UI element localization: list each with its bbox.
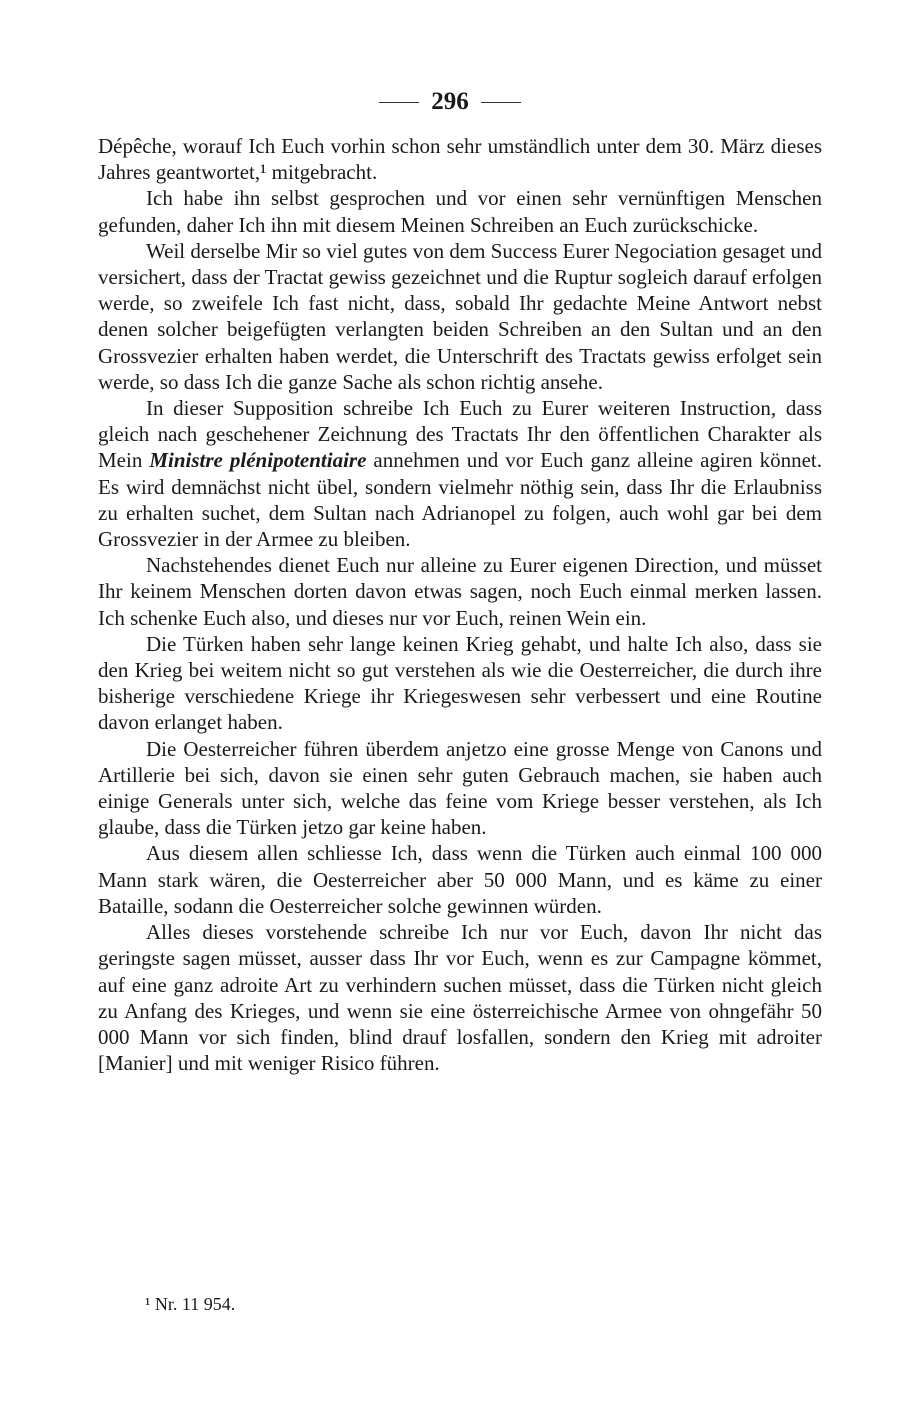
footnote: ¹ Nr. 11 954. bbox=[145, 1294, 236, 1314]
paragraph-1: Dépêche, worauf Ich Euch vorhin schon sehr umständlich unter dem 30. März dieses Jahres geantwortet,¹ mitgebracht. bbox=[98, 134, 822, 185]
paragraph-8: Aus diesem allen schliesse Ich, dass wenn die Türken auch einmal 100 000 Mann stark wären, die Oesterreicher aber 50 000 Mann, und es käme zu einer Bataille, sodann die Oesterreicher solche gewinnen würden. bbox=[98, 841, 822, 918]
page-number: 296 bbox=[431, 88, 469, 115]
paragraph-3: Weil derselbe Mir so viel gutes von dem Success Eurer Negociation gesaget und versichert, dass der Tractat gewiss gezeichnet und die Ruptur sogleich darauf erfolgen werde, so zweifele Ich fast nicht, dass, sobald Ihr gedachte Meine Antwort nebst denen solcher beigefügten verlangten beiden Schreiben an den Sultan und an den Grossvezier erhalten haben werdet, die Unterschrift des Tractats gewiss erfolget sein werde, so dass Ich die ganze Sache als schon richtig ansehe. bbox=[98, 238, 822, 394]
paragraph-5: Nachstehendes dienet Euch nur alleine zu Eurer eigenen Direction, und müsset Ihr keinem Menschen dorten davon etwas sagen, noch Euch einmal merken lassen. Ich schenke Euch also, und dieses nur vor Euch, reinen Wein ein. bbox=[98, 553, 822, 630]
page-header bbox=[0, 84, 900, 120]
header-rule-right bbox=[481, 102, 521, 103]
body-text bbox=[98, 133, 822, 1076]
paragraph-6: Die Türken haben sehr lange keinen Krieg gehabt, und halte Ich also, dass sie den Krieg bei weitem nicht so gut verstehen als wie die Oesterreicher, die durch ihre bisherige verschiedene Kriege ihr Kriegeswesen sehr verbessert und eine Routine davon erlanget haben. bbox=[98, 631, 822, 735]
paragraph-7: Die Oesterreicher führen überdem anjetzo eine grosse Menge von Canons und Artillerie bei sich, davon sie einen sehr guten Gebrauch machen, sie haben auch einige Generals unter sich, welche das feine vom Kriege besser verstehen, als Ich glaube, dass die Türken jetzo gar keine haben. bbox=[98, 736, 822, 840]
paragraph-4-part-2: annehmen und vor Euch ganz alleine agiren könnet. Es wird demnächst nicht übel, sondern vielmehr nöthig sein, dass Ihr die Erlaubniss zu erhalten suchet, dem Sultan nach Adrianopel zu folgen, auch wohl gar bei dem Grossvezier in der Armee zu bleiben. bbox=[98, 448, 823, 552]
paragraph-4-part-1: In dieser Supposition schreibe Ich Euch zu Eurer weiteren Instruction, dass gleich nach geschehener Zeichnung des Tractats Ihr den öffentlichen Charakter als Mein bbox=[98, 396, 822, 473]
paragraph-9: Alles dieses vorstehende schreibe Ich nur vor Euch, davon Ihr nicht das geringste sagen müsset, ausser dass Ihr vor Euch, wenn es zur Campagne kömmet, auf eine ganz adroite Art zu verhindern suchen müsset, dass die Türken nicht gleich zu Anfang des Krieges, und wenn sie eine österreichische Armee von ohngefähr 50 000 Mann vor sich finden, blind drauf losfallen, sondern den Krieg mit adroiter [Manier] und mit weniger Risico führen. bbox=[98, 920, 822, 1076]
paragraph-4 bbox=[98, 395, 822, 552]
italic-term: Ministre plénipotentiaire bbox=[149, 448, 367, 473]
paragraph-2: Ich habe ihn selbst gesprochen und vor einen sehr vernünftigen Menschen gefunden, daher Ich ihn mit diesem Meinen Schreiben an Euch zurückschicke. bbox=[98, 186, 822, 237]
header-rule-left bbox=[379, 102, 419, 103]
